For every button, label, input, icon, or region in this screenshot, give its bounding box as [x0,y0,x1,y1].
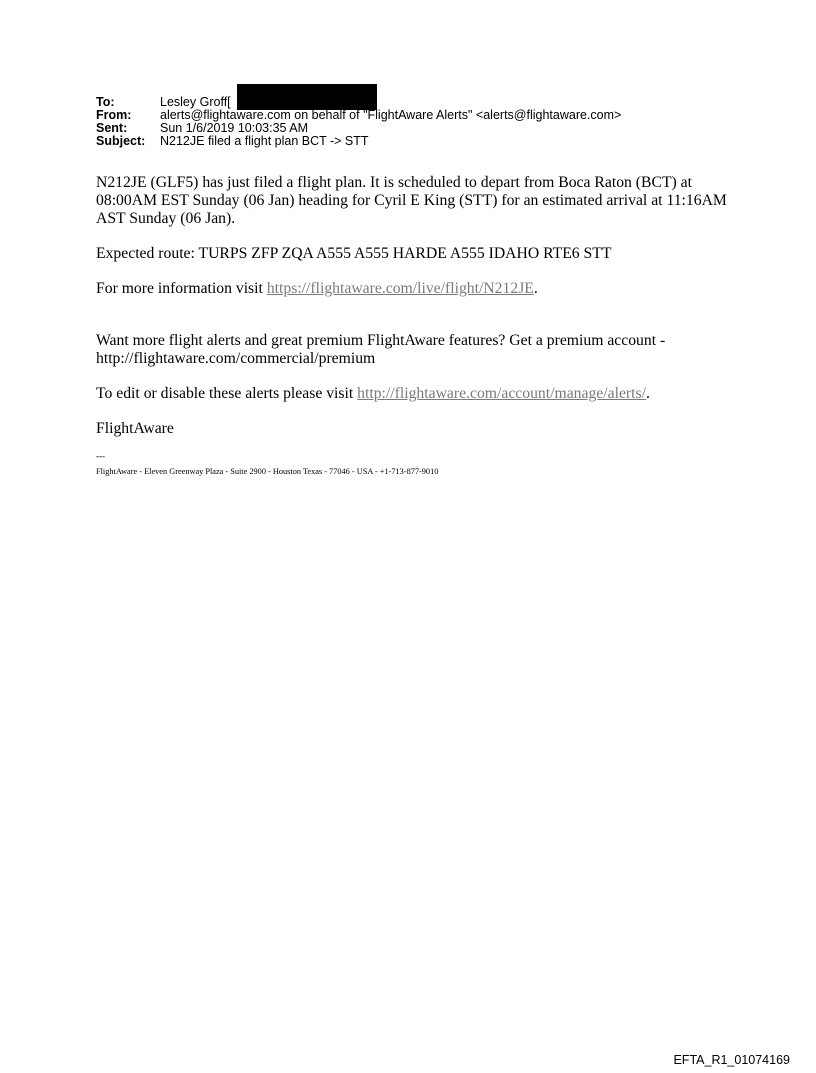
edit-alerts-text: To edit or disable these alerts please visit [96,385,358,402]
premium-paragraph: Want more flight alerts and great premium FlightAware features? Get a premium account - http://flightaware.com/commercial/premium [96,332,666,367]
email-header [96,96,621,148]
to-label: To: [96,95,115,109]
more-info-period: . [533,280,538,297]
email-body [96,174,736,455]
signature: FlightAware [96,420,174,437]
redaction-block [237,84,377,110]
from-label: From: [96,108,132,122]
from-value: alerts@flightaware.com on behalf of "FlightAware Alerts" <alerts@flightaware.com> [160,108,622,122]
more-info-text: For more information visit [96,280,267,297]
flight-plan-paragraph: N212JE (GLF5) has just filed a flight plan. It is scheduled to depart from Boca Raton (BCT) at 08:00AM EST Sunday (06 Jan) heading for Cyril E King (STT) for an estimated arrival at 11:16AM AST Sunday (06 Jan). [96,174,727,227]
subject-row [96,135,621,148]
sent-label: Sent: [96,121,128,135]
edit-alerts-paragraph [96,385,736,403]
expected-route: Expected route: TURPS ZFP ZQA A555 A555 HARDE A555 IDAHO RTE6 STT [96,245,612,262]
footer-separator: --- [96,451,105,461]
subject-value: N212JE filed a flight plan BCT -> STT [160,134,369,148]
more-info-paragraph [96,280,736,298]
flight-tracking-link[interactable]: https://flightaware.com/live/flight/N212JE [266,280,534,297]
manage-alerts-link[interactable]: http://flightaware.com/account/manage/alerts/ [357,385,646,402]
subject-label: Subject: [96,134,146,148]
edit-alerts-period: . [645,385,650,402]
document-id: EFTA_R1_01074169 [673,1053,790,1067]
footer-address: FlightAware - Eleven Greenway Plaza - Suite 2900 - Houston Texas - 77046 - USA - +1-713-877-9010 [96,467,439,476]
sent-value: Sun 1/6/2019 10:03:35 AM [160,121,309,135]
to-name: Lesley Groff[ [160,95,231,109]
